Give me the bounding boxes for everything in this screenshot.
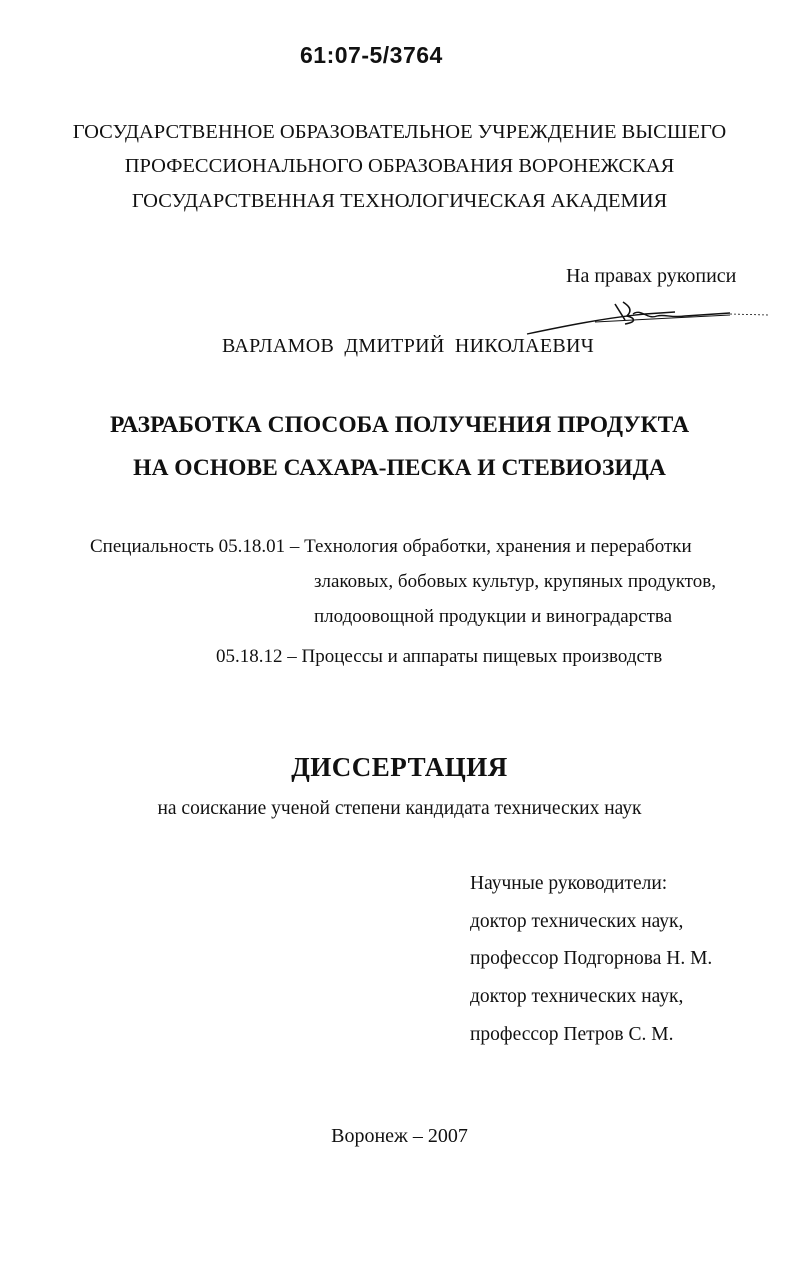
supervisor-1-degree: доктор технических наук,: [470, 911, 684, 932]
city-year: Воронеж – 2007: [331, 1125, 468, 1147]
institution-line-3: ГОСУДАРСТВЕННАЯ ТЕХНОЛОГИЧЕСКАЯ АКАДЕМИЯ: [131, 190, 668, 212]
dissertation-subtitle: на соискание ученой степени кандидата технических наук: [157, 798, 642, 819]
dissertation-heading: ДИССЕРТАЦИЯ: [291, 752, 508, 782]
manuscript-rights-note: На правах рукописи: [566, 265, 737, 287]
institution-line-2: ПРОФЕССИОНАЛЬНОГО ОБРАЗОВАНИЯ ВОРОНЕЖСКАЯ: [124, 155, 675, 177]
archive-stamp-number: 61:07-5/3764: [300, 42, 443, 68]
supervisors-heading: Научные руководители:: [470, 873, 668, 894]
specialty-secondary: 05.18.12 – Процессы и аппараты пищевых производств: [216, 646, 663, 667]
supervisor-1-name: профессор Подгорнова Н. М.: [470, 948, 713, 969]
supervisor-2-name: профессор Петров С. М.: [470, 1024, 674, 1045]
specialty-primary-line-3: плодоовощной продукции и виноградарства: [314, 606, 673, 627]
author-signature: [525, 296, 770, 338]
specialty-primary: Специальность 05.18.01 – Технология обработки, хранения и переработки: [90, 536, 692, 557]
thesis-title-line-1: РАЗРАБОТКА СПОСОБА ПОЛУЧЕНИЯ ПРОДУКТА: [109, 412, 690, 438]
thesis-title-line-2: НА ОСНОВЕ САХАРА-ПЕСКА И СТЕВИОЗИДА: [133, 455, 666, 481]
supervisor-2-degree: доктор технических наук,: [470, 986, 684, 1007]
specialty-primary-line-2: злаковых, бобовых культур, крупяных продуктов,: [314, 571, 716, 592]
institution-line-1: ГОСУДАРСТВЕННОЕ ОБРАЗОВАТЕЛЬНОЕ УЧРЕЖДЕНИЕ ВЫСШЕГО: [72, 121, 727, 143]
author-name: ВАРЛАМОВ ДМИТРИЙ НИКОЛАЕВИЧ: [222, 335, 595, 357]
